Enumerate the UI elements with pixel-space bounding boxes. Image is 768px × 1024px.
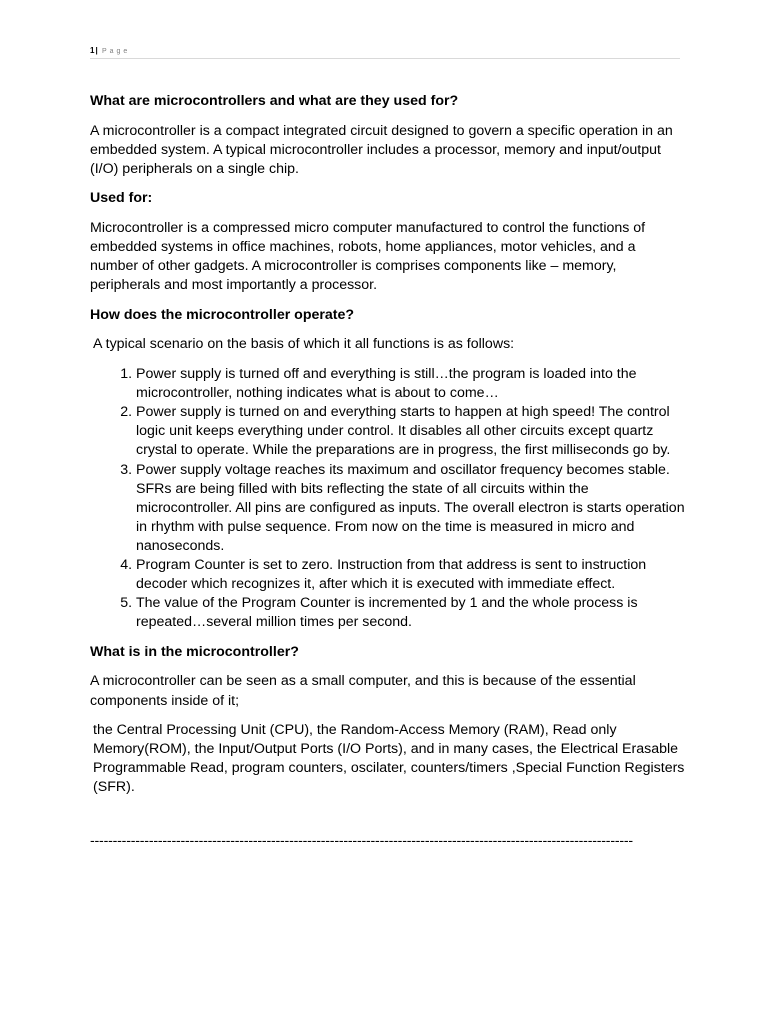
dashed-divider: ------------------------------------------------------------------------------------------------------------------------ bbox=[90, 833, 633, 849]
steps-list bbox=[90, 365, 686, 632]
list-item: 3. Power supply voltage reaches its maximum and oscillator frequency becomes stable. SFRs are being filled with bits reflecting the state of all circuits within the microcontroller. All pins are configured as inputs. The overall electron is starts operation in rhythm with pulse sequence. From now on the time is measured in micro and nanoseconds. bbox=[136, 461, 686, 556]
list-item: 2. Power supply is turned on and everything starts to happen at high speed! The control logic unit keeps everything under control. It disables all other circuits except quartz crystal to operate. While the preparations are in progress, the first milliseconds go by. bbox=[136, 403, 686, 460]
page-header bbox=[90, 45, 680, 59]
heading-used-for: Used for: bbox=[90, 190, 153, 207]
page-number: 1 bbox=[90, 46, 95, 55]
document-body bbox=[90, 92, 686, 808]
paragraph-small-computer: A microcontroller can be seen as a small computer, and this is because of the essential components inside of it; bbox=[90, 673, 636, 709]
list-item: 5. The value of the Program Counter is incremented by 1 and the whole process is repeated…several million times per second. bbox=[136, 594, 686, 632]
page-separator: | bbox=[95, 46, 98, 55]
heading-what-is-inside: What is in the microcontroller? bbox=[90, 643, 299, 660]
paragraph-definition: A microcontroller is a compact integrated circuit designed to govern a specific operation in an embedded system. A typical microcontroller includes a processor, memory and input/output (I/O) peripherals on a single chip. bbox=[90, 122, 673, 177]
heading-how-does-it-operate: How does the microcontroller operate? bbox=[90, 306, 355, 323]
list-item: 1. Power supply is turned off and everything is still…the program is loaded into the microcontroller, nothing indicates what is about to come… bbox=[136, 365, 686, 403]
paragraph-used-for: Microcontroller is a compressed micro computer manufactured to control the functions of embedded systems in office machines, robots, home appliances, motor vehicles, and a number of other gadgets. A microcontroller is comprises components like – memory, peripherals and most importantly a processor. bbox=[90, 219, 646, 294]
page-word: Page bbox=[101, 48, 131, 55]
paragraph-components: the Central Processing Unit (CPU), the Random-Access Memory (RAM), Read only Memory(ROM), the Input/Output Ports (I/O Ports), and in many cases, the Electrical Erasable Programmable Read, program counters, oscilater, counters/timers ,Special Function Registers (SFR). bbox=[93, 722, 685, 796]
paragraph-scenario-intro: A typical scenario on the basis of which it all functions is as follows: bbox=[93, 336, 515, 353]
list-item: 4. Program Counter is set to zero. Instruction from that address is sent to instruction decoder which recognizes it, after which it is executed with immediate effect. bbox=[136, 556, 686, 594]
heading-what-are-microcontrollers: What are microcontrollers and what are they used for? bbox=[90, 93, 459, 109]
